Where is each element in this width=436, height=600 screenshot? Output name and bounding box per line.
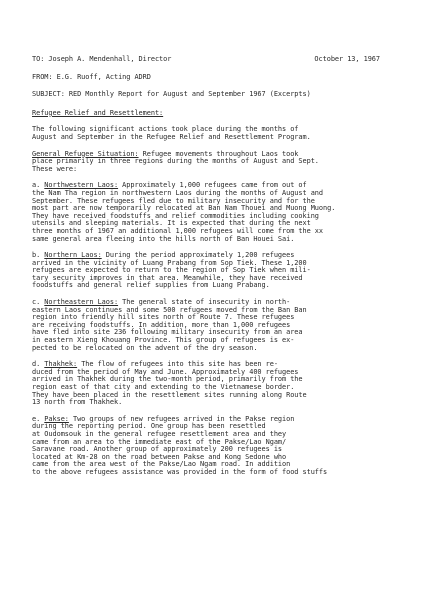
paragraph-prefix: e. [32,414,45,423]
paragraph-text: Two groups of new refugees arrived in the Pakse region [68,414,295,423]
paragraph-line: located at Km-28 on the road between Pakse and Kong Sedone who [32,452,287,461]
paragraph-line: region into friendly hill sites north of Route 7. These refugees [32,313,295,322]
region-paragraph-e [32,416,408,477]
memo-subject: SUBJECT: RED Monthly Report for August and September 1967 (Excerpts) [32,90,311,99]
paragraph-line: came from an area to the immediate east of the Pakse/Lao Ngam/ [32,437,287,446]
paragraph-line: at Oudomsouk in the general refugee resettlement area and they [32,429,287,438]
situation-paragraph [32,151,408,174]
paragraph-line: the Nam Tha region in northwestern Laos during the months of August and [32,188,323,197]
paragraph-prefix: c. [32,298,45,307]
paragraph-label: Thakhek: [44,360,78,369]
paragraph-label: Northeastern Laos: [44,298,119,307]
paragraph-text: The general state of insecurity in north- [118,298,291,307]
paragraph-prefix: a. [32,181,45,190]
paragraph-line: during the reporting period. One group has been resettled [32,422,266,431]
paragraph-line: utensils and sleeping materials. It is expected that during the next [32,219,311,228]
paragraph-text: During the period approximately 1,200 refugees [101,251,295,260]
section-heading: Refugee Relief and Resettlement: [32,108,164,117]
paragraph-line: region east of that city and extending to the Vietnamese border. [32,383,295,391]
paragraph-line: Saravane road. Another group of approximately 200 refugees is [32,445,283,454]
intro-paragraph [32,126,408,141]
paragraph-prefix: d. [32,360,45,369]
region-paragraph-d [32,361,408,407]
paragraph-line: arrived in the vicinity of Luang Prabang from Sop Tiek. These 1,200 [32,258,307,267]
situation-line: place primarily in three regions during the months of August and Sept. [32,157,319,166]
situation-label: General Refugee Situation: [32,149,139,158]
paragraph-prefix: b. [32,251,45,260]
paragraph-line: September. These refugees fled due to military insecurity and for the [32,196,315,205]
intro-line: August and September in the Refugee Relief and Resettlement Program. [32,132,311,141]
region-paragraph-b [32,252,408,290]
paragraph-text: Approximately 1,000 refugees came from out of [118,181,307,190]
paragraph-line: are receiving foodstuffs. In addition, more than 1,000 refugees [32,320,291,329]
paragraph-line: same general area fleeing into the hills north of Ban Houei Sai. [32,234,295,243]
paragraph-line: 13 north from Thakhek. [32,398,123,407]
memo-to: TO: Joseph A. Mendenhall, Director [32,55,172,63]
paragraph-line: in eastern Xieng Khouang Province. This group of refugees is ex- [32,336,295,345]
paragraph-line: They have been placed in the resettlement sites running along Route [32,390,307,399]
situation-line: These were: [32,164,78,173]
paragraph-label: Pakse: [44,414,69,423]
paragraph-line: duced from the period of May and June. Approximately 400 refugees [32,367,299,376]
paragraph-line: refugees are expected to return to the region of Sop Tiek when mili- [32,266,311,275]
memo-date: October 13, 1967 [314,55,380,63]
paragraph-line: came from the area west of the Pakse/Lao Ngam road. In addition [32,460,291,469]
paragraph-line: to the above refugees assistance was provided in the form of food stuffs [32,467,328,476]
paragraph-line: have fled into site 236 following military insecurity from an area [32,328,303,337]
region-paragraph-c [32,299,408,352]
paragraph-line: eastern Laos continues and some 500 refugees moved from the Ban Ban [32,305,307,314]
memo-from: FROM: E.G. Ruoff, Acting ADRD [32,72,151,81]
situation-text: Refugee movements throughout Laos took [138,149,299,158]
paragraph-line: pected to be relocated on the advent of the dry season. [32,343,258,352]
intro-line: The following significant actions took place during the months of [32,125,299,134]
paragraph-line: three months of 1967 an additional 1,000 refugees will come from the xx [32,226,323,235]
paragraph-line: most part are now temporarily relocated at Ban Nam Thouei and Muong Muong. [32,204,336,213]
region-paragraph-a [32,182,408,243]
paragraph-label: Northwestern Laos: [44,181,119,190]
paragraph-line: arrived in Thakhek during the two-month period, primarily from the [32,375,303,384]
paragraph-text: The flow of refugees into this site has been re- [77,360,278,369]
paragraph-line: tary security improves in that area. Meanwhile, they have received [32,273,303,282]
paragraph-line: foodstuffs and general relief supplies from Luang Prabang. [32,281,270,290]
memo-header-row [32,56,408,64]
paragraph-line: They have received foodstuffs and relief commodities including cooking [32,211,319,220]
paragraph-label: Northern Laos: [44,251,102,260]
memo-from-row [32,74,408,82]
